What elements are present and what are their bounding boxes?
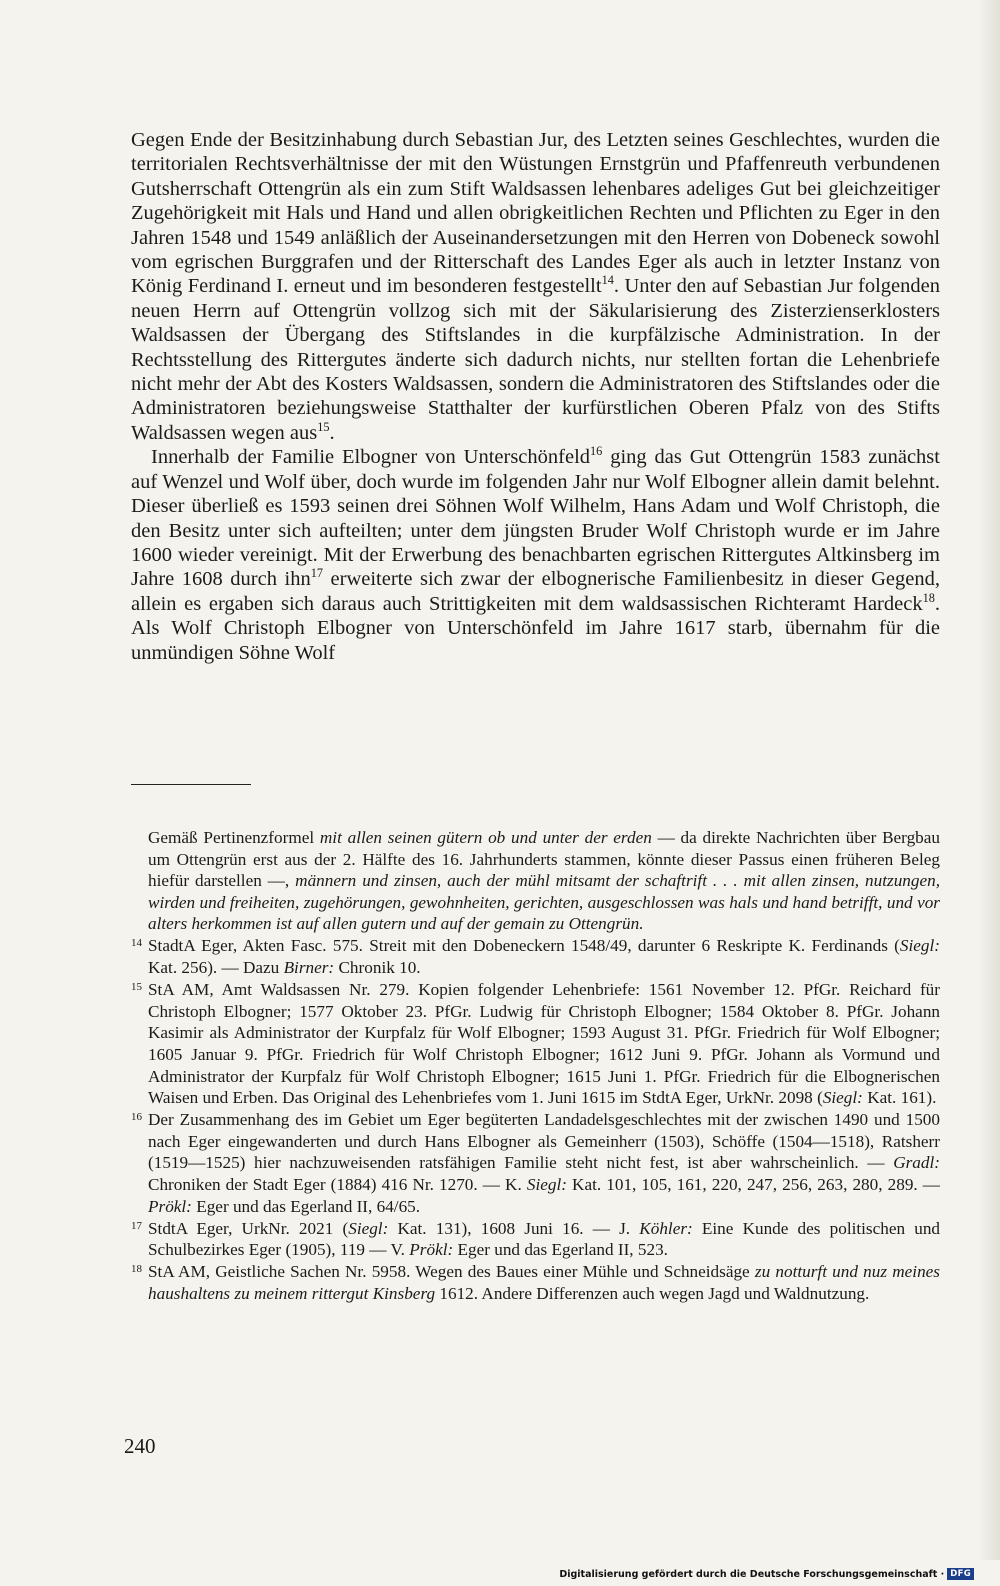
main-text [131, 128, 940, 665]
footnote-ref-16[interactable]: 16 [590, 444, 603, 459]
footnote-ref-17[interactable]: 17 [310, 566, 323, 581]
page-edge-shadow [978, 0, 1000, 1560]
footnote-divider [131, 784, 251, 785]
paragraph-2: Innerhalb der Familie Elbogner von Unterschönfeld$^{16}$ ging das Gut Ottengrün 1583 zunächst auf Wenzel und Wolf über, doch wurde im folgenden Jahr nur Wolf Elbogner allein damit belehnt. Dieser überließ es 1593 seinen drei Söhnen Wolf Wilhelm, Hans Adam und Wolf Christoph, die den Besitz unter sich aufteilten; unter dem jüngsten Bruder Wolf Christoph wurde er im Jahre 1600 wieder vereinigt. Mit der Erwerbung des benachbarten egrischen Rittergutes Altkinsberg im Jahre 1608 durch ihn$^{17}$ erweiterte sich zwar der elbognerische Familienbesitz in dieser Gegend, allein es ergaben sich daraus auch Strittigkeiten mit dem waldsassischen Richteramt Hardeck$^{18}$. Als Wolf Christoph Elbogner von Unterschönfeld im Jahre 1617 starb, übernahm für die unmündigen Söhne Wolf [131, 444, 940, 664]
footnote-ref-15[interactable]: 15 [317, 420, 330, 435]
footnote-number: 17 [131, 1219, 142, 1232]
footnote-13-continued: Gemäß Pertinenzformel mit allen seinen gütern ob und unter der erden — da direkte Nachrichten über Bergbau um Ottengrün erst aus der 2. Hälfte des 16. Jahrhunderts stammen, könnte dieser Passus einen früheren Beleg hiefür darstellen —, männern und zinsen, auch der mühl mitsamt der schaftrift . . . mit allen zinsen, nutzungen, wirden und freiheiten, zugehörungen, gewohnheiten, gerichten, ausgeschlossen was hals und hand betrifft, und vor alters herkommen ist auf allen gutern und auf der gemain zu Ottengrün. [148, 828, 940, 934]
footnote-17: 17 StdtA Eger, UrkNr. 2021 (Siegl: Kat. 131), 1608 Juni 16. — J. Köhler: Eine Kunde des politischen und Schulbezirkes Eger (1905), 119 — V. Prökl: Eger und das Egerland II, 523. [131, 1218, 940, 1261]
footnote-14: 14 StadtA Eger, Akten Fasc. 575. Streit mit den Dobeneckern 1548/49, darunter 6 Reskripte K. Ferdinands (Siegl: Kat. 256). — Dazu Birner: Chronik 10. [131, 935, 940, 978]
footnote-15: 15 StA AM, Amt Waldsassen Nr. 279. Kopien folgender Lehenbriefe: 1561 November 12. PfGr. Reichard für Christoph Elbogner; 1577 Oktober 23. PfGr. Ludwig für Christoph Elbogner; 1584 Oktober 8. PfGr. Johann Kasimir als Administrator der Kurpfalz für Wolf Elbogner; 1593 August 31. PfGr. Friedrich für Wolf Elbogner; 1605 Januar 9. PfGr. Friedrich für Wolf Christoph Elbogner; 1612 Juni 9. PfGr. Johann als Vormund und Administrator der Kurpfalz für Wolf Christoph Elbogner; 1615 Juni 1. PfGr. Friedrich für die Elbognerischen Waisen und Erben. Das Original des Lehenbriefes vom 1. Juni 1615 im StdtA Eger, UrkNr. 2098 (Siegl: Kat. 161). [131, 979, 940, 1109]
footnote-16: 16 Der Zusammenhang des im Gebiet um Eger begüterten Landadelsgeschlechtes mit der zwischen 1490 und 1500 nach Eger eingewanderten und durch Hans Elbogner als Gemeinherr (1503), Schöffe (1504—1518), Ratsherr (1519—1525) hier nachzuweisenden ratsfähigen Familie steht nicht fest, ist aber wahrscheinlich. — Gradl: Chroniken der Stadt Eger (1884) 416 Nr. 1270. — K. Siegl: Kat. 101, 105, 161, 220, 247, 256, 263, 280, 289. — Prökl: Eger und das Egerland II, 64/65. [131, 1109, 940, 1217]
footnote-ref-18[interactable]: 18 [922, 590, 935, 605]
footnote-ref-14[interactable]: 14 [601, 273, 614, 288]
page-number: 240 [124, 1434, 156, 1458]
footnote-number: 18 [131, 1263, 142, 1276]
footnote-number: 14 [131, 937, 142, 950]
footnote-number: 15 [131, 981, 142, 994]
footnotes [131, 827, 940, 1305]
dfg-logo-icon: DFG [947, 1568, 974, 1580]
footnote-number: 16 [131, 1111, 142, 1124]
paragraph-1: Gegen Ende der Besitzinhabung durch Sebastian Jur, des Letzten seines Geschlechtes, wurden die territorialen Rechtsverhältnisse der mit den Wüstungen Ernstgrün und Pfaffenreuth verbundenen Gutsherrschaft Ottengrün als ein zum Stift Waldsassen lehenbares adeliges Gut bei gleichzeitiger Zugehörigkeit mit Hals und Hand und allen obrigkeitlichen Rechten und Pflichten zu Eger in den Jahren 1548 und 1549 anläßlich der Auseinandersetzungen mit den Herren von Dobeneck sowohl vom egrischen Burggrafen und der Ritterschaft des Landes Eger als auch in letzter Instanz von König Ferdinand I. erneut und im besonderen festgestellt$^{14}$. Unter den auf Sebastian Jur folgenden neuen Herrn auf Ottengrün vollzog sich mit der Säkularisierung des Zisterzienserklosters Waldsassen der Übergang des Stiftslandes in die kurpfälzische Administration. In der Rechtsstellung des Rittergutes änderte sich dadurch nichts, nur stellten fortan die Lehenbriefe nicht mehr der Abt des Kosters Waldsassen, sondern die Administratoren des Stiftslandes oder die Administratoren beziehungsweise Statthalter der kurfürstlichen Oberen Pfalz von des Stifts Waldsassen wegen aus$^{15}$. [131, 129, 940, 444]
footnote-18: 18 StA AM, Geistliche Sachen Nr. 5958. Wegen des Baues einer Mühle und Schneidsäge zu notturft und nuz meines haushaltens zu meinem rittergut Kinsberg 1612. Andere Differenzen auch wegen Jagd und Waldnutzung. [131, 1261, 940, 1304]
credit-text: Digitalisierung gefördert durch die Deutsche Forschungsgemeinschaft · [559, 1568, 945, 1580]
digitization-credit [559, 1568, 974, 1580]
